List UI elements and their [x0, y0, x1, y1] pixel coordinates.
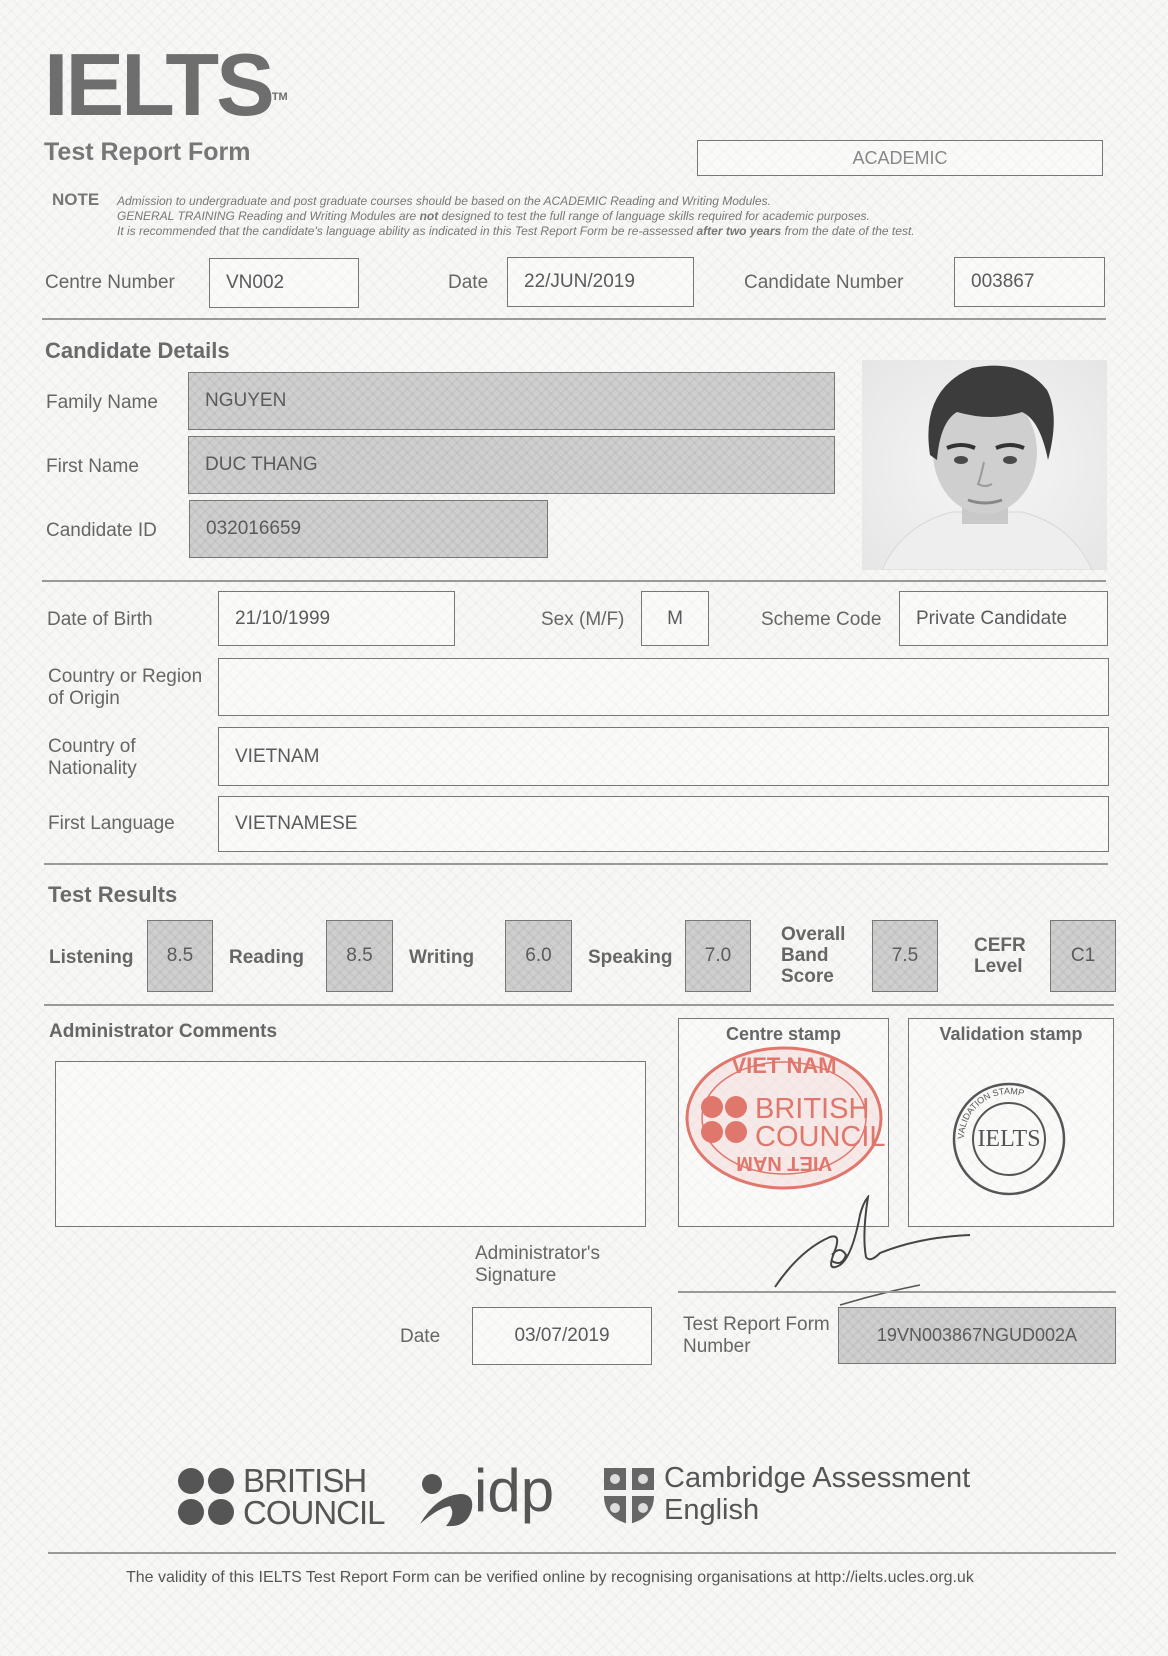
- british-council-logo: [176, 1462, 385, 1531]
- origin-field: [218, 658, 1109, 716]
- signature-line: [678, 1291, 1116, 1293]
- trf-label-line-1: Test Report Form: [683, 1314, 830, 1335]
- overall-label: [781, 924, 845, 987]
- origin-label: [48, 666, 202, 710]
- cambridge-text-1: Cambridge Assessment: [664, 1462, 971, 1494]
- family-name-label: Family Name: [46, 392, 158, 413]
- test-results-title: Test Results: [48, 882, 178, 907]
- candidate-details-title: Candidate Details: [45, 338, 230, 363]
- first-language-field: VIETNAMESE: [218, 796, 1109, 852]
- ielts-validation-stamp: [950, 1080, 1068, 1198]
- cambridge-logo: [602, 1462, 982, 1532]
- listening-score: 8.5: [147, 920, 213, 992]
- note-line-2-a: GENERAL TRAINING Reading and Writing Modules are: [117, 209, 420, 223]
- validity-text: The validity of this IELTS Test Report Form can be verified online by recognising organisations at http://ielts.ucles.org.uk: [126, 1569, 974, 1586]
- trf-number-label: [683, 1314, 830, 1358]
- divider: [42, 318, 1106, 320]
- cefr-label: [974, 935, 1026, 977]
- writing-score: 6.0: [505, 920, 572, 992]
- note-line-3-a: It is recommended that the candidate's language ability as indicated in this Test Report Form be re-assessed: [117, 224, 697, 238]
- note-line-3: [117, 224, 915, 239]
- overall-score: 7.5: [872, 920, 938, 992]
- centre-stamp-label: Centre stamp: [725, 1024, 842, 1044]
- first-language-label: First Language: [48, 813, 175, 834]
- scheme-code-label: Scheme Code: [761, 609, 882, 630]
- validation-ring-textpath: VALIDATION STAMP: [955, 1085, 1026, 1140]
- centre-number-field: VN002: [209, 258, 359, 308]
- ielts-logo-tm: TM: [271, 91, 288, 103]
- trf-label-line-2: Number: [683, 1336, 751, 1357]
- origin-label-line-2: of Origin: [48, 688, 120, 709]
- speaking-label: Speaking: [588, 947, 673, 968]
- note-line-2: [117, 209, 870, 224]
- candidate-id-label: Candidate ID: [46, 520, 157, 541]
- note-line-3-b: after two years: [696, 224, 782, 238]
- candidate-number-label: Candidate Number: [744, 272, 904, 293]
- footer-divider: [48, 1552, 1116, 1554]
- admin-signature-label-line-1: Administrator's: [475, 1243, 601, 1264]
- validation-stamp-label: Validation stamp: [939, 1024, 1083, 1044]
- note-line-2-c: designed to test the full range of language skills required for academic purposes.: [438, 209, 870, 223]
- note-label: NOTE: [52, 190, 100, 209]
- overall-label-line-2: Band: [781, 945, 829, 966]
- admin-comments-label: Administrator Comments: [49, 1021, 278, 1042]
- stamp-bottom-text: VIET NAM: [736, 1152, 832, 1174]
- writing-label: Writing: [409, 947, 475, 968]
- divider: [42, 580, 1106, 582]
- candidate-photo-svg: [862, 360, 1107, 570]
- stamp-brand-1: BRITISH: [755, 1093, 870, 1125]
- sex-label: Sex (M/F): [541, 609, 625, 630]
- reading-label: Reading: [229, 947, 304, 968]
- centre-date-field: 22/JUN/2019: [507, 257, 694, 307]
- divider: [44, 1004, 1114, 1006]
- form-title: Test Report Form: [44, 138, 251, 166]
- admin-date-label: Date: [400, 1326, 441, 1347]
- administrator-signature: [770, 1195, 980, 1325]
- listening-label: Listening: [49, 947, 134, 968]
- british-council-stamp: [682, 1043, 887, 1193]
- note-line-3-c: from the date of the test.: [781, 224, 915, 238]
- admin-comments-box: [55, 1061, 646, 1227]
- nationality-field: VIETNAM: [218, 727, 1109, 786]
- cambridge-crest-icon: [602, 1466, 656, 1526]
- idp-mark-icon: [416, 1468, 476, 1528]
- nationality-label: [48, 736, 137, 780]
- overall-label-line-3: Score: [781, 966, 834, 987]
- candidate-photo: [862, 360, 1107, 570]
- stamp-brand-2: COUNCIL: [755, 1121, 886, 1153]
- first-name-field: DUC THANG: [188, 436, 835, 494]
- note-line-2-b: not: [419, 209, 439, 223]
- bc-dot: [725, 1096, 747, 1118]
- cefr-level: C1: [1050, 920, 1116, 992]
- candidate-id-field: 032016659: [189, 500, 548, 558]
- bc-logo-line-2: COUNCIL: [243, 1494, 385, 1531]
- scheme-code-field: Private Candidate: [899, 591, 1108, 646]
- admin-signature-label-line-2: Signature: [475, 1265, 557, 1286]
- overall-label-line-1: Overall: [781, 924, 846, 945]
- dob-label: Date of Birth: [47, 609, 153, 630]
- cefr-label-line-1: CEFR: [974, 935, 1026, 956]
- centre-number-label: Centre Number: [45, 272, 175, 293]
- cefr-label-line-2: Level: [974, 956, 1023, 977]
- nationality-label-line-2: Nationality: [48, 758, 137, 779]
- note-line-1: Admission to undergraduate and post graduate courses should be based on the ACADEMIC Reading and Writing Modules.: [117, 194, 771, 208]
- reading-score: 8.5: [326, 920, 393, 992]
- dob-field: 21/10/1999: [218, 591, 455, 646]
- speaking-score: 7.0: [685, 920, 751, 992]
- bc-logo-line-1: BRITISH: [243, 1462, 367, 1499]
- stamp-top-text: VIET NAM: [731, 1053, 837, 1078]
- origin-label-line-1: Country or Region: [48, 666, 203, 687]
- sex-field: M: [641, 591, 709, 646]
- divider: [44, 863, 1108, 865]
- centre-date-label: Date: [448, 272, 489, 293]
- candidate-number-field: 003867: [954, 257, 1105, 307]
- ielts-logo-text: IELTS: [44, 35, 272, 134]
- validation-stamp-text: IELTS: [977, 1126, 1041, 1152]
- bc-dot: [701, 1121, 723, 1143]
- bc-dot: [725, 1121, 747, 1143]
- module-box: ACADEMIC: [697, 140, 1103, 176]
- admin-signature-label: [475, 1243, 600, 1287]
- family-name-field: NGUYEN: [188, 372, 835, 430]
- nationality-label-line-1: Country of: [48, 736, 136, 757]
- ielts-logo: [44, 35, 288, 134]
- idp-text: idp: [474, 1457, 555, 1524]
- first-name-label: First Name: [46, 456, 139, 477]
- idp-logo: [416, 1457, 566, 1532]
- admin-date-field: 03/07/2019: [472, 1307, 652, 1365]
- bc-dot: [701, 1096, 723, 1118]
- british-council-dots: [176, 1466, 238, 1528]
- cambridge-text-2: English: [664, 1494, 760, 1526]
- trf-number-field: 19VN003867NGUD002A: [838, 1307, 1116, 1364]
